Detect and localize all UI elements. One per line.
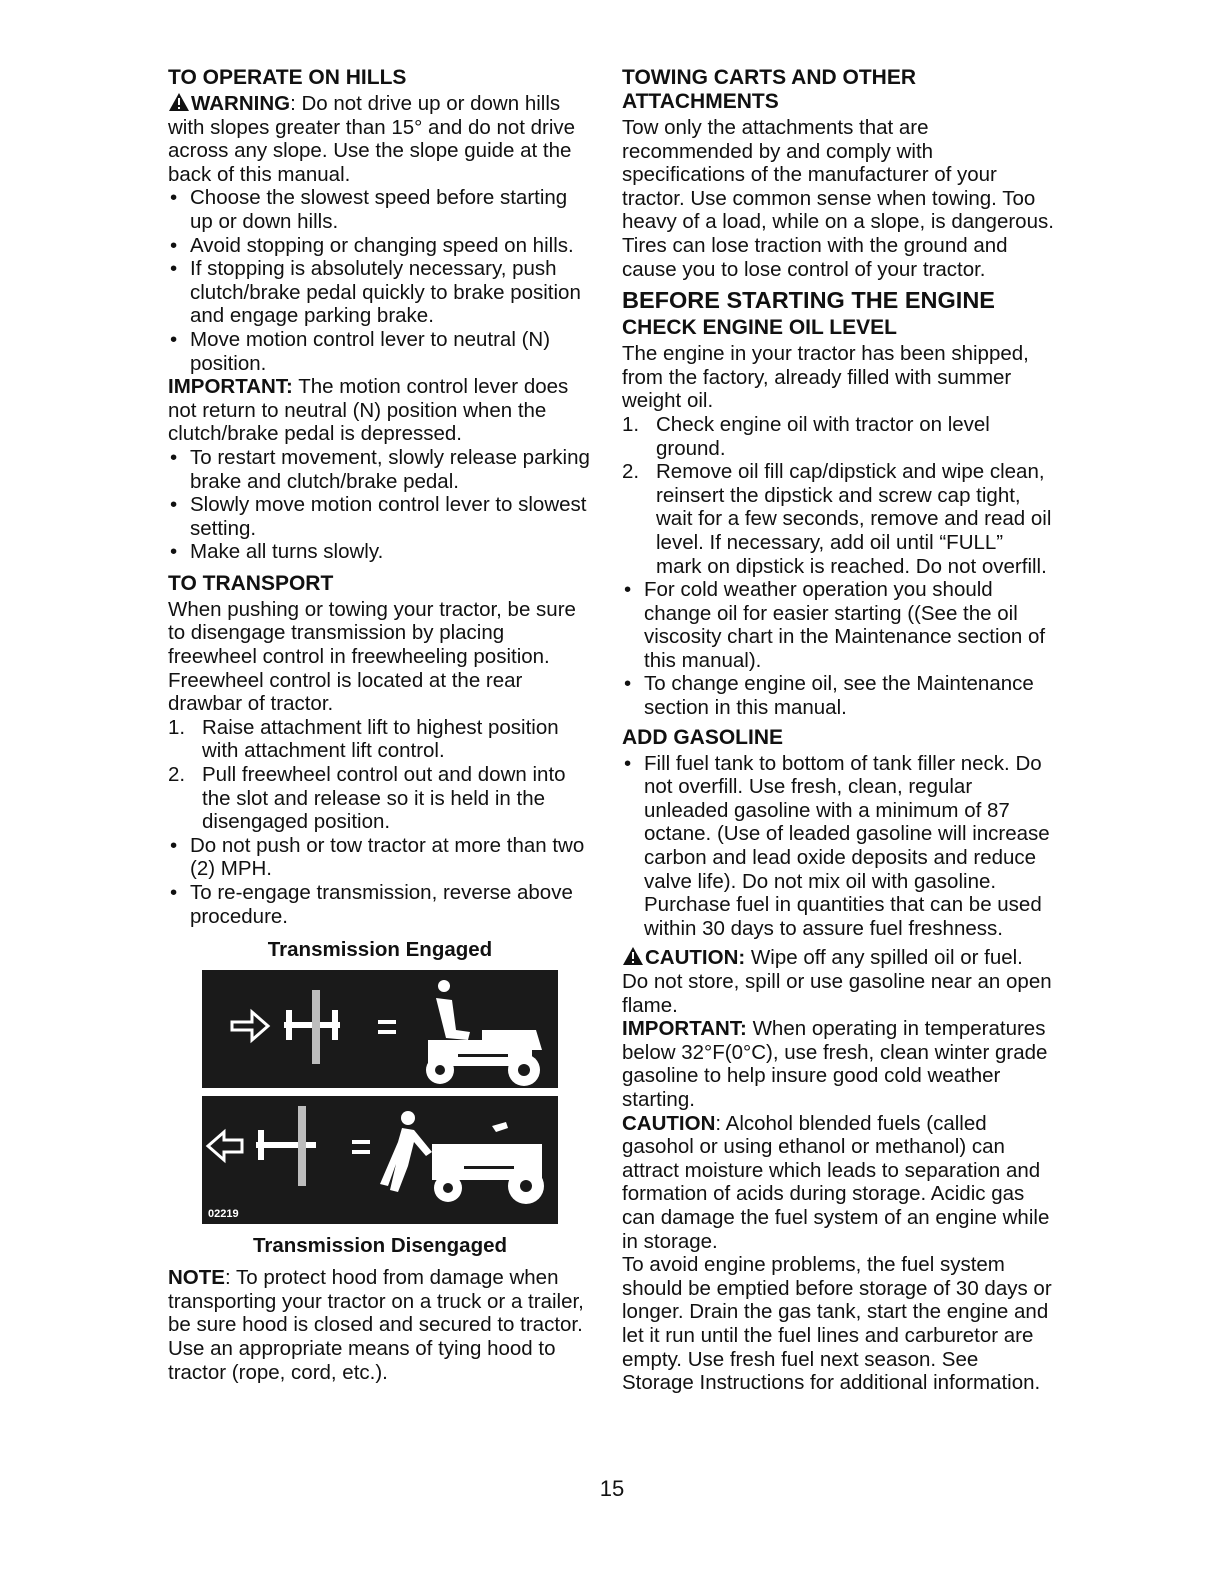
- list-item: • Fill fuel tank to bottom of tank filler neck. Do not overfill. Use fresh, clean, regular unleaded gasoline with a minimum of 87 octane. (Use of leaded gasoline will increase carbon and lead oxide deposits and reduce valve life). Do not mix oil with gasoline. Purchase fuel in quantities that can be used within 30 days to assure fuel freshness.: [624, 751, 1050, 940]
- important-paragraph: [168, 375, 592, 446]
- equals-icon: [352, 1140, 370, 1154]
- list-item: • To change engine oil, see the Maintenance section in this manual.: [624, 672, 1034, 720]
- arrow-right-icon: [232, 1012, 268, 1040]
- equals-icon: [378, 1020, 396, 1034]
- heading-add-gasoline: ADD GASOLINE: [622, 725, 784, 749]
- warning-triangle-icon: [168, 92, 190, 112]
- transport-steps: [168, 716, 592, 834]
- list-item: • Move motion control lever to neutral (N) position.: [170, 327, 551, 375]
- hills-bullet-list: [168, 186, 592, 375]
- note-paragraph: [168, 1266, 592, 1384]
- heading-operate-on-hills: TO OPERATE ON HILLS: [168, 66, 407, 89]
- oil-steps: [622, 413, 1054, 578]
- figure-code: 02219: [208, 1208, 239, 1221]
- gear-lever-disengaged-icon: [256, 1106, 316, 1186]
- transport-bullets: [168, 834, 592, 928]
- gas-bullets: [622, 752, 1054, 941]
- caution-text: : Alcohol blended fuels (called gasohol or using ethanol or methanol) can attract moisture which leads to separation and formation of acids during storage. Acidic gas can damage the fuel system of an engine while in storage.: [622, 1111, 1050, 1253]
- list-item: • Make all turns slowly.: [170, 540, 384, 564]
- right-column: [622, 62, 1054, 1395]
- list-item: • To restart movement, slowly release parking brake and clutch/brake pedal.: [170, 445, 590, 493]
- disengaged-panel: [202, 1096, 558, 1224]
- warning-text: : Do not drive up or down hills with slopes greater than 15° and do not drive across any slope. Use the slope guide at the back of this manual.: [168, 92, 576, 186]
- engaged-illustration: [202, 970, 558, 1088]
- list-item: • Avoid stopping or changing speed on hills.: [170, 233, 574, 257]
- heading-to-transport: TO TRANSPORT: [168, 571, 334, 595]
- oil-intro: The engine in your tractor has been shipped, from the factory, already filled with summer weight oil.: [622, 342, 1029, 413]
- important-label: IMPORTANT:: [622, 1017, 747, 1041]
- person-pushing-tractor-icon: [380, 1111, 544, 1204]
- warning-label: WARNING: [191, 92, 291, 115]
- heading-before-starting: BEFORE STARTING THE ENGINE: [622, 287, 995, 314]
- left-column: [168, 62, 592, 1384]
- important-text: When operating in temperatures below 32°F(0°C), use fresh, clean winter grade gasoline to help insure good cold weather starting.: [622, 1017, 1048, 1111]
- list-item: 1. Raise attachment lift to highest position with attachment lift control.: [168, 715, 559, 763]
- warning-triangle-icon: [622, 946, 644, 966]
- note-text: : To protect hood from damage when transporting your tractor on a truck or a trailer, be sure hood is closed and secured to tractor. Use an appropriate means of tying hood to tractor (rope, cord, etc.).: [168, 1266, 584, 1384]
- caption-transmission-engaged: Transmission Engaged: [267, 938, 493, 962]
- caution-label: CAUTION:: [645, 946, 746, 970]
- disengaged-illustration: [202, 1096, 558, 1224]
- important-gas-paragraph: [622, 1017, 1054, 1111]
- list-item: 1. Check engine oil with tractor on level ground.: [622, 412, 990, 460]
- arrow-left-icon: [208, 1132, 242, 1160]
- transmission-figure: [202, 970, 558, 1224]
- storage-paragraph: To avoid engine problems, the fuel system should be emptied before storage of 30 days or longer. Drain the gas tank, start the engine and let it run until the fuel lines and carburetor are empty. Use fresh fuel next season. See Storage Instructions for additional information.: [622, 1253, 1052, 1395]
- list-item: • Choose the slowest speed before starting up or down hills.: [170, 186, 568, 233]
- caution-paragraph: [622, 946, 1054, 1017]
- page-number: 15: [599, 1476, 625, 1501]
- list-item: • If stopping is absolutely necessary, push clutch/brake pedal quickly to brake position and engage parking brake.: [170, 257, 581, 328]
- warning-paragraph: [168, 92, 592, 186]
- list-item: 2. Pull freewheel control out and down into the slot and release so it is held in the disengaged position.: [168, 763, 566, 834]
- heading-towing-carts: TOWING CARTS AND OTHER ATTACHMENTS: [622, 66, 916, 113]
- caution-alcohol-paragraph: [622, 1112, 1054, 1254]
- important-label: IMPORTANT:: [168, 375, 293, 399]
- list-item: • For cold weather operation you should change oil for easier starting ((See the oil viscosity chart in the Maintenance section of this manual).: [624, 578, 1046, 672]
- caution-label: CAUTION: [622, 1111, 716, 1135]
- gear-lever-engaged-icon: [284, 990, 340, 1064]
- list-item: 2. Remove oil fill cap/dipstick and wipe clean, reinsert the dipstick and screw cap tight, wait for a few seconds, remove and read oil level. If necessary, add oil until “FULL” mark on dipstick is reached. Do not overfill.: [622, 460, 1052, 578]
- oil-bullets: [622, 578, 1054, 720]
- list-item: • Do not push or tow tractor at more than two (2) MPH.: [170, 833, 585, 881]
- hills-bullet-list-2: [168, 446, 592, 564]
- transport-intro: When pushing or towing your tractor, be sure to disengage transmission by placing freewheel control in freewheeling position. Freewheel control is located at the rear drawbar of tractor.: [168, 597, 576, 716]
- engaged-panel: [202, 970, 558, 1088]
- note-label: NOTE: [168, 1266, 225, 1290]
- caution-text: Wipe off any spilled oil or fuel. Do not store, spill or use gasoline near an open flame.: [622, 946, 1052, 1017]
- caption-transmission-disengaged: Transmission Disengaged: [252, 1234, 508, 1258]
- list-item: • Slowly move motion control lever to slowest setting.: [170, 493, 587, 540]
- list-item: • To re-engage transmission, reverse above procedure.: [170, 881, 573, 928]
- towing-text: Tow only the attachments that are recommended by and comply with specifications of the manufacturer of your tractor. Use common sense when towing. Too heavy of a load, while on a slope, is dangerous. Tires can lose traction with the ground and cause you to lose control of your tractor.: [622, 116, 1054, 281]
- heading-check-oil: CHECK ENGINE OIL LEVEL: [622, 316, 897, 340]
- important-text: The motion control lever does not return to neutral (N) position when the clutch/brake pedal is depressed.: [168, 375, 569, 446]
